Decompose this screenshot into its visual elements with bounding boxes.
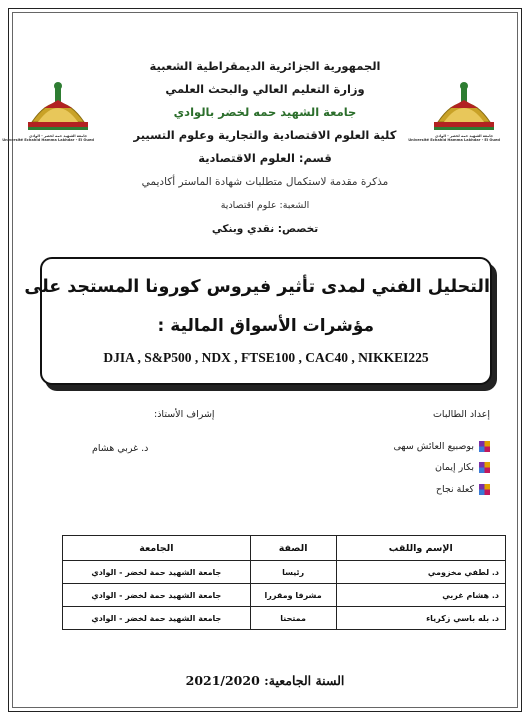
student-name: كعلة نجاح xyxy=(435,484,474,495)
logo-caption: جامعة الشهيد حمه لخضر - الوادي Université Echahid Hamma Lakhdar - El Oued xyxy=(408,134,500,143)
cross-bullet-icon xyxy=(479,462,490,473)
header-university: جامعة الشهيد حمه لخضر بالوادي xyxy=(173,105,357,119)
student-item xyxy=(436,484,490,495)
header-specialty: تخصص: نقدي وبنكي xyxy=(211,223,319,235)
header-memo: مذكرة مقدمة لاستكمال متطلبات شهادة الماستر أكاديمي xyxy=(141,176,389,188)
cross-bullet-icon xyxy=(479,441,490,452)
title-line-2: مؤشرات الأسواق المالية : xyxy=(157,316,374,336)
university-emblem-icon xyxy=(22,78,94,134)
academic-year-label: السنة الجامعية: xyxy=(264,673,345,688)
jury-member-name: د. هشام غربي xyxy=(336,584,505,607)
jury-member-university: جامعة الشهيد حمة لخضر - الوادي xyxy=(63,584,251,607)
jury-member-university: جامعة الشهيد حمة لخضر - الوادي xyxy=(63,561,251,584)
table-row xyxy=(63,584,506,607)
university-emblem-icon xyxy=(428,78,500,134)
student-name: بكار إيمان xyxy=(434,462,474,473)
header-branch: الشعبة: علوم اقتصادية xyxy=(220,200,310,211)
student-name: بوصبيع العائش سهى xyxy=(393,441,474,452)
jury-col-university: الجامعة xyxy=(63,536,251,561)
title-line-3: DJIA , S&P500 , NDX , FTSE100 , CAC40 , NIKKEI225 xyxy=(103,350,429,365)
jury-member-name: د. لطفي مخزومي xyxy=(336,561,505,584)
header-republic: الجمهورية الجزائرية الديمقراطية الشعبية xyxy=(149,59,381,73)
header-department: قسم: العلوم الاقتصادية xyxy=(198,151,332,165)
university-logo-right xyxy=(408,78,500,148)
jury-member-role: ممتحنا xyxy=(250,607,336,630)
logo-caption: جامعة الشهيد حمه لخضر - الوادي Université Echahid Hamma Lakhdar - El Oued xyxy=(2,134,94,143)
jury-member-university: جامعة الشهيد حمة لخضر - الوادي xyxy=(63,607,251,630)
header-faculty: كلية العلوم الاقتصادية والتجارية وعلوم التسيير xyxy=(133,128,397,142)
student-item xyxy=(394,441,490,452)
table-row xyxy=(63,561,506,584)
thesis-title-box xyxy=(24,257,492,385)
jury-header-row xyxy=(63,536,506,561)
jury-col-name: الإسم واللقب xyxy=(336,536,505,561)
student-item xyxy=(435,462,490,473)
title-line-1: التحليل الفني لمدى تأثير فيروس كورونا المستجد على xyxy=(24,277,490,297)
jury-member-role: مشرفا ومقررا xyxy=(250,584,336,607)
header-ministry: وزارة التعليم العالي والبحث العلمي xyxy=(165,82,365,96)
prepared-by-label: إعداد الطالبات xyxy=(432,409,490,420)
supervisor-name: د. غربي هشام xyxy=(92,443,149,454)
university-logo-left xyxy=(2,78,94,148)
jury-member-name: د. بله باسي زكرياء xyxy=(336,607,505,630)
jury-member-role: رئيسا xyxy=(250,561,336,584)
cross-bullet-icon xyxy=(479,484,490,495)
table-row xyxy=(63,607,506,630)
jury-table xyxy=(62,535,506,630)
academic-year-value: 2021/2020 xyxy=(185,673,260,688)
academic-year xyxy=(0,673,530,688)
supervision-label: إشراف الأستاذ: xyxy=(154,409,215,420)
jury-col-role: الصفة xyxy=(250,536,336,561)
